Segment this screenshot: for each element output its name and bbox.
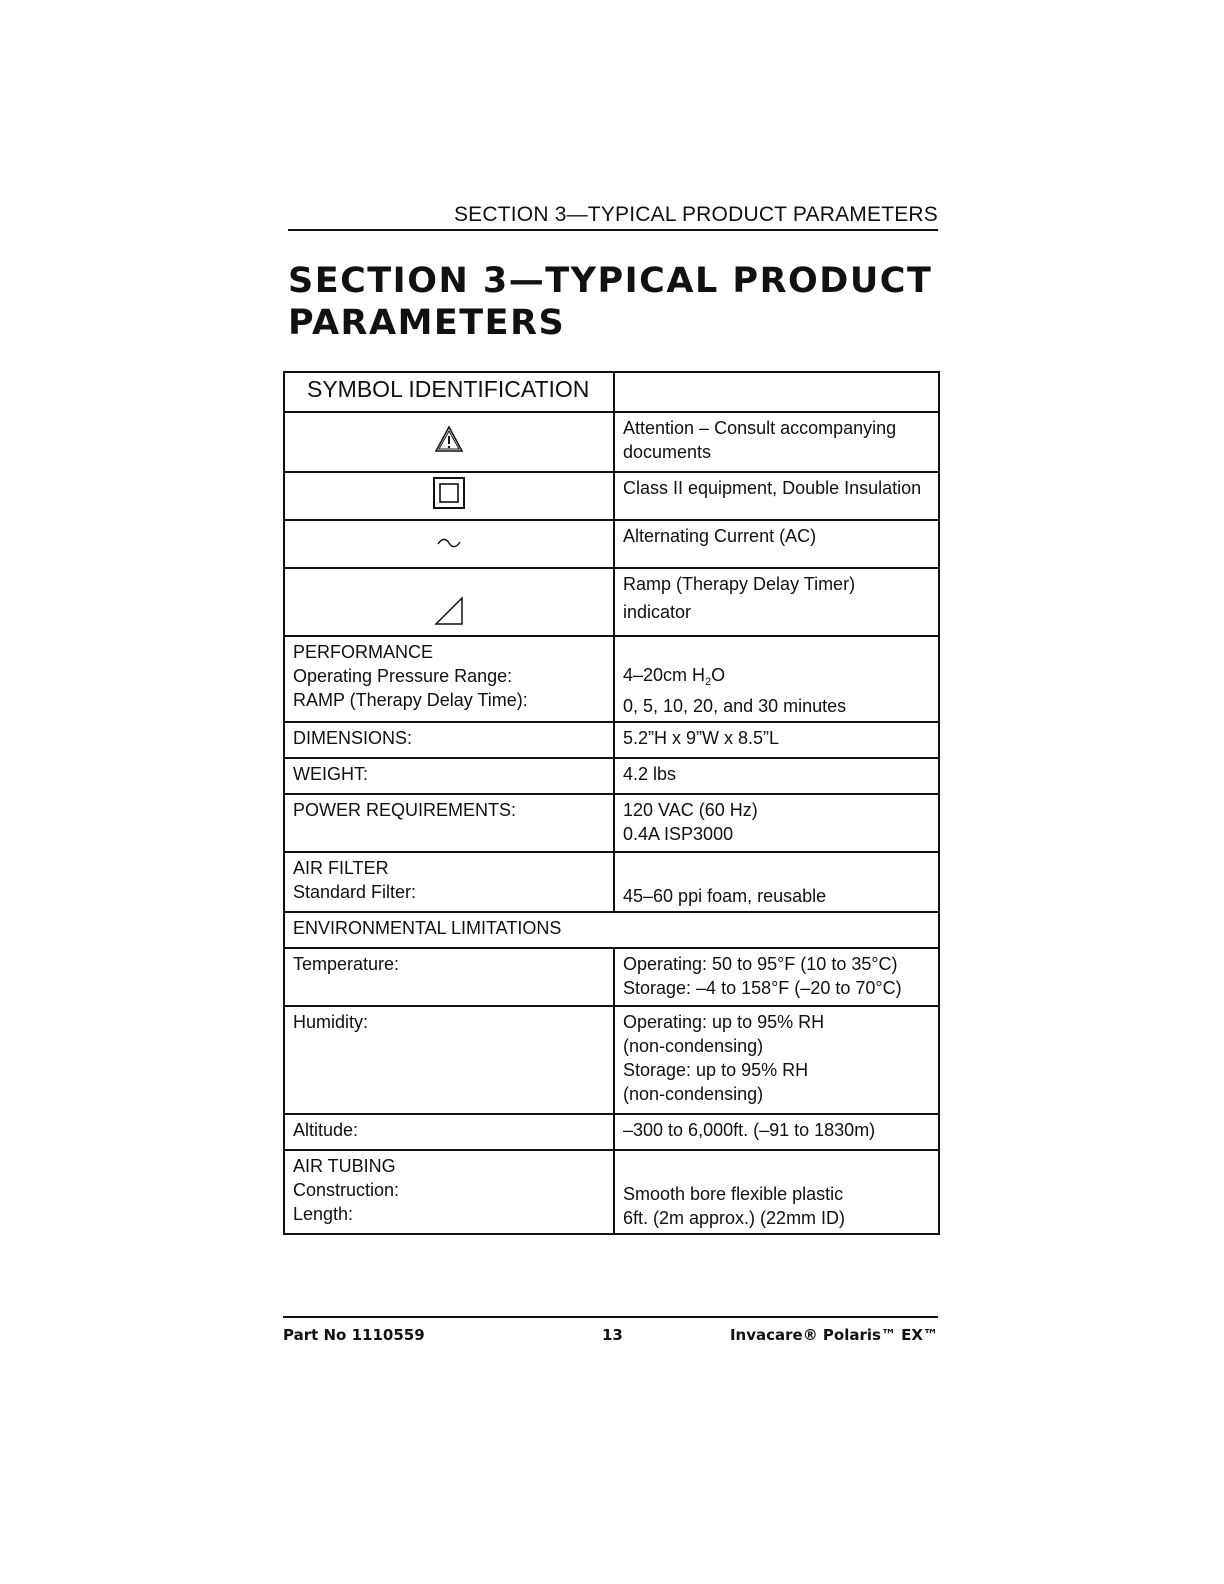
performance-row (284, 636, 939, 722)
page-footer (283, 1316, 938, 1344)
dimensions-row (284, 722, 939, 758)
tilde-icon (436, 534, 462, 554)
symbol-row (284, 568, 939, 636)
symbol-cell (284, 520, 614, 568)
parameters-table (283, 371, 940, 1235)
dimensions-label: DIMENSIONS: (284, 722, 614, 758)
performance-labels (284, 636, 614, 722)
weight-label: WEIGHT: (284, 758, 614, 794)
pressure-range-label: Operating Pressure Range: (293, 666, 513, 686)
temperature-row (284, 948, 939, 1006)
double-square-icon (432, 494, 466, 514)
symbol-row (284, 520, 939, 568)
power-current: 0.4A ISP3000 (623, 824, 734, 844)
power-row (284, 794, 939, 852)
air-tubing-heading: AIR TUBING (293, 1156, 396, 1176)
weight-value: 4.2 lbs (614, 758, 939, 794)
standard-filter-value: 45–60 ppi foam, reusable (614, 852, 939, 912)
product-name: Invacare® Polaris™ EX™ (729, 1326, 938, 1344)
humidity-row (284, 1006, 939, 1114)
performance-heading: PERFORMANCE (293, 642, 434, 662)
air-tubing-values (614, 1150, 939, 1234)
symbol-description: Alternating Current (AC) (614, 520, 939, 568)
symbol-row (284, 412, 939, 472)
environment-heading-row (284, 912, 939, 948)
humidity-operating: Operating: up to 95% RH (623, 1012, 825, 1032)
page-title (288, 260, 948, 344)
power-voltage: 120 VAC (60 Hz) (623, 800, 758, 820)
length-value: 6ft. (2m approx.) (22mm ID) (623, 1208, 846, 1228)
symbol-description (614, 568, 939, 636)
page-number: 13 (602, 1326, 623, 1344)
humidity-storage: Storage: up to 95% RH (623, 1060, 809, 1080)
altitude-label: Altitude: (284, 1114, 614, 1150)
ramp-time-label: RAMP (Therapy Delay Time): (293, 690, 528, 710)
ramp-description-line1: Ramp (Therapy Delay Timer) (623, 574, 856, 594)
temperature-operating: Operating: 50 to 95°F (10 to 35°C) (623, 954, 898, 974)
performance-values (614, 636, 939, 722)
ramp-time-value: 0, 5, 10, 20, and 30 minutes (623, 696, 847, 716)
air-tubing-row (284, 1150, 939, 1234)
length-label: Length: (293, 1204, 354, 1224)
power-label: POWER REQUIREMENTS: (284, 794, 614, 852)
parameters-table-container (283, 371, 938, 1235)
humidity-storage-note: (non-condensing) (623, 1084, 764, 1104)
power-values (614, 794, 939, 852)
running-header: SECTION 3—TYPICAL PRODUCT PARAMETERS (288, 203, 938, 231)
construction-label: Construction: (293, 1180, 400, 1200)
pressure-range-value: 4–20cm $H_2O$ (623, 665, 726, 688)
part-number: Part No 1110559 (283, 1326, 425, 1344)
altitude-row (284, 1114, 939, 1150)
symbol-heading-row (284, 372, 939, 412)
construction-value: Smooth bore flexible plastic (623, 1184, 844, 1204)
air-filter-labels (284, 852, 614, 912)
symbol-identification-heading: SYMBOL IDENTIFICATION (284, 372, 614, 412)
symbol-cell (284, 412, 614, 472)
page-title-line1: SECTION 3—TYPICAL PRODUCT (288, 261, 933, 301)
dimensions-value: 5.2”H x 9”W x 8.5”L (614, 722, 939, 758)
weight-row (284, 758, 939, 794)
air-tubing-labels (284, 1150, 614, 1234)
ramp-triangle-icon (434, 610, 464, 630)
environment-heading: ENVIRONMENTAL LIMITATIONS (284, 912, 939, 948)
symbol-row (284, 472, 939, 520)
humidity-label: Humidity: (284, 1006, 614, 1114)
temperature-label: Temperature: (284, 948, 614, 1006)
altitude-value: –300 to 6,000ft. (–91 to 1830m) (614, 1114, 939, 1150)
temperature-storage: Storage: –4 to 158°F (–20 to 70°C) (623, 978, 902, 998)
standard-filter-label: Standard Filter: (293, 882, 417, 902)
temperature-values (614, 948, 939, 1006)
humidity-values (614, 1006, 939, 1114)
page-title-line2: PARAMETERS (288, 303, 566, 343)
symbol-description: Attention – Consult accompanying documents (614, 412, 939, 472)
ramp-description-line2: indicator (623, 602, 692, 622)
empty-cell (614, 372, 939, 412)
humidity-operating-note: (non-condensing) (623, 1036, 764, 1056)
warning-triangle-icon (434, 438, 464, 458)
symbol-cell (284, 568, 614, 636)
symbol-cell (284, 472, 614, 520)
air-filter-row (284, 852, 939, 912)
air-filter-heading: AIR FILTER (293, 858, 389, 878)
symbol-description: Class II equipment, Double Insulation (614, 472, 939, 520)
